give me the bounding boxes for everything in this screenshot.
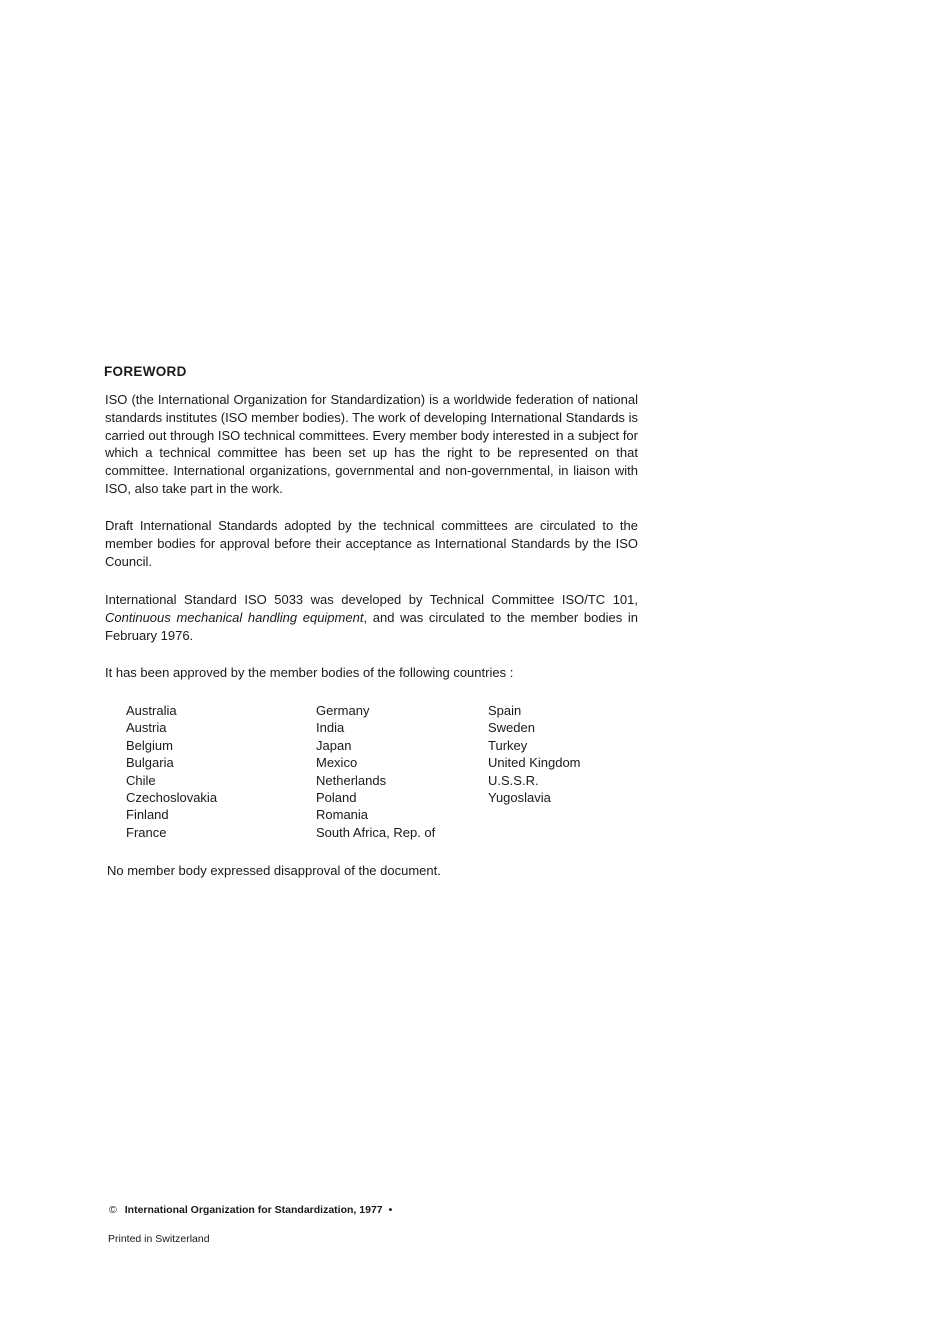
country-name: Netherlands (316, 772, 387, 788)
country-name: Poland (316, 790, 357, 806)
country-name: Chile (126, 772, 156, 788)
country-name: Turkey (488, 737, 528, 753)
country-name: Finland (126, 807, 169, 823)
foreword-paragraph-1: ISO (the International Organization for Standardization) is a worldwide federation of national standards institutes (ISO member bodies). The work of developing International Standards is carried out through ISO technical committees. Every member body interested in a subject for which a technical committee has been set up has the right to be represented on that committee. International organizations, governmental and non-governmental, in liaison with ISO, also take part in the work. (105, 392, 638, 496)
paragraph-3-start: International Standard ISO 5033 was developed by Technical Committee ISO/TC 101, (105, 592, 638, 607)
foreword-heading: FOREWORD (104, 364, 187, 379)
country-name: Sweden (488, 720, 535, 736)
country-name: Spain (488, 703, 522, 718)
printed-in-notice: Printed in Switzerland (108, 1233, 210, 1245)
country-name: Czechoslovakia (126, 790, 218, 806)
country-name: Austria (126, 720, 167, 736)
country-name: Germany (316, 703, 370, 718)
country-list-column-2 (316, 702, 435, 841)
copyright-notice (109, 1204, 392, 1216)
country-name: India (316, 720, 345, 736)
country-name: Romania (316, 807, 369, 823)
country-name: U.S.S.R. (488, 772, 539, 788)
bullet-icon: • (388, 1204, 393, 1216)
committee-title: Continuous mechanical handling equipment (105, 609, 364, 625)
country-name: Mexico (316, 755, 358, 771)
country-name: Belgium (126, 737, 173, 753)
country-name: Japan (316, 737, 352, 753)
country-name: Australia (126, 703, 177, 718)
paragraph-3-end: , and was circulated to the member bodies in February 1976. (105, 609, 639, 643)
country-name: France (126, 824, 167, 840)
country-list-column-1 (126, 702, 217, 841)
country-name: Yugoslavia (488, 790, 551, 806)
copyright-symbol: © (109, 1204, 117, 1216)
foreword-paragraph-3 (105, 591, 638, 644)
foreword-paragraph-5: No member body expressed disapproval of the document. (107, 863, 441, 878)
country-name: United Kingdom (488, 755, 581, 771)
foreword-paragraph-2: Draft International Standards adopted by the technical committees are circulated to the member bodies for approval before their acceptance as International Standards by the ISO Council. (105, 518, 638, 569)
foreword-paragraph-4: It has been approved by the member bodies of the following countries : (105, 665, 514, 680)
country-name: South Africa, Rep. of (316, 824, 436, 840)
country-name: Bulgaria (126, 755, 174, 771)
country-list-column-3 (488, 702, 581, 806)
copyright-text: International Organization for Standardization, 1977 (124, 1204, 383, 1216)
